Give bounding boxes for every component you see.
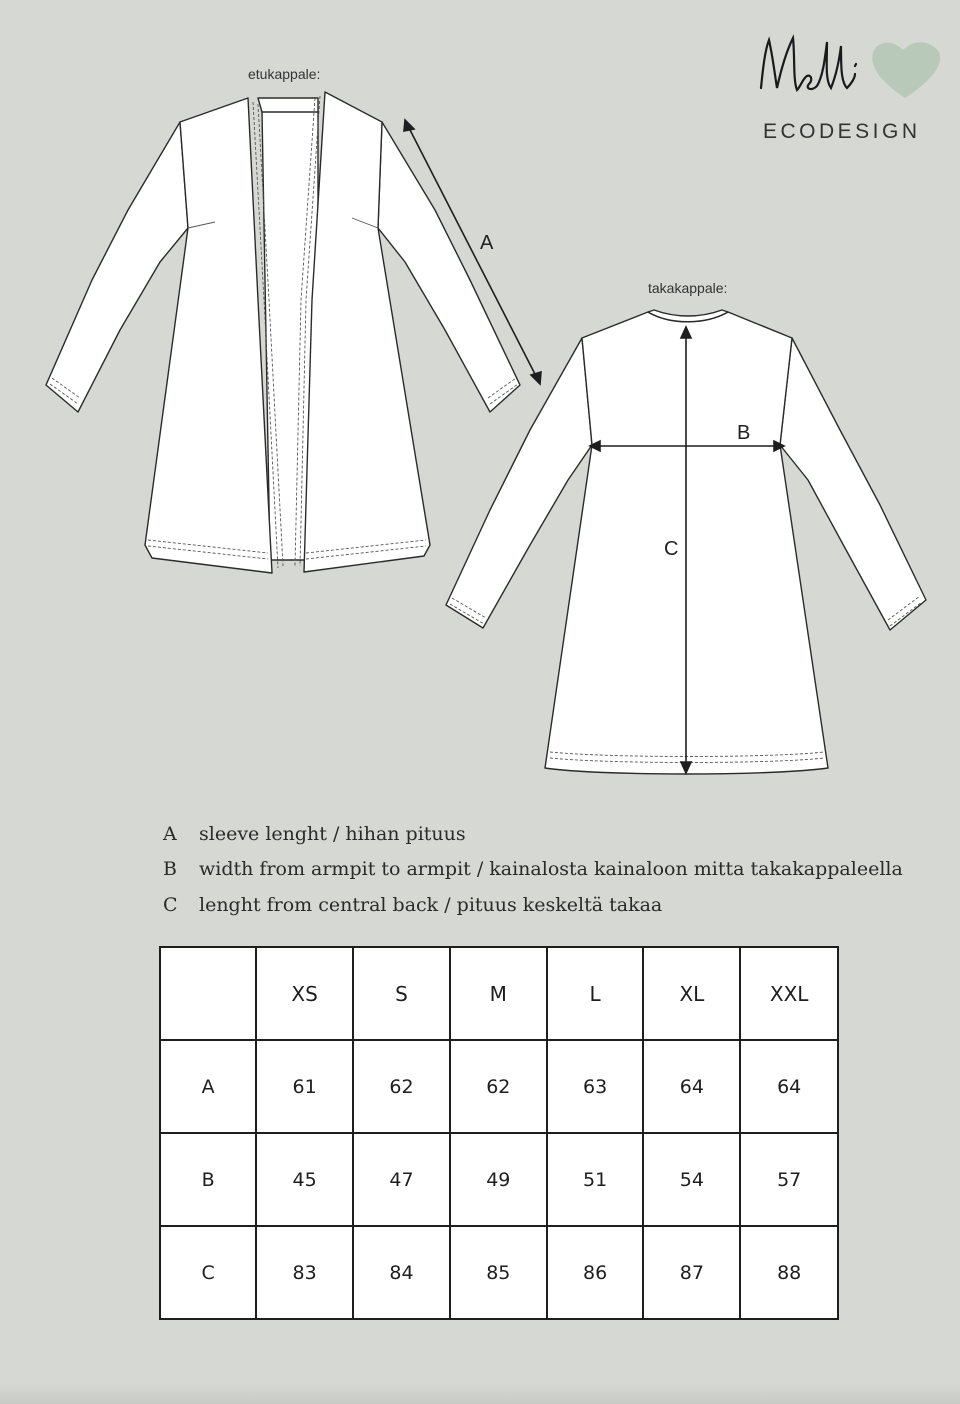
value-cell: 85 bbox=[450, 1226, 547, 1319]
row-label-cell: A bbox=[160, 1040, 256, 1133]
value-cell: 47 bbox=[353, 1133, 450, 1226]
value-cell: 84 bbox=[353, 1226, 450, 1319]
value-cell: 49 bbox=[450, 1133, 547, 1226]
table-row bbox=[160, 1040, 838, 1133]
value-cell: 45 bbox=[256, 1133, 353, 1226]
legend-text: width from armpit to armpit / kainalosta kainaloon mitta takakappaleella bbox=[199, 858, 903, 881]
back-view-label: takakappale: bbox=[648, 280, 728, 296]
value-cell: 87 bbox=[643, 1226, 740, 1319]
value-cell: 63 bbox=[547, 1040, 644, 1133]
legend-row-a bbox=[163, 816, 903, 852]
table-row bbox=[160, 1133, 838, 1226]
legend-text: lenght from central back / pituus keskeltä takaa bbox=[199, 893, 663, 916]
front-cardigan-drawing bbox=[46, 92, 520, 573]
legend-text: sleeve lenght / hihan pituus bbox=[199, 822, 466, 845]
legend-key: C bbox=[163, 893, 178, 916]
value-cell: 83 bbox=[256, 1226, 353, 1319]
ecodesign-wordmark: ECODESIGN bbox=[763, 120, 921, 143]
melli-script-logo bbox=[755, 28, 945, 118]
size-header-cell: S bbox=[353, 947, 450, 1040]
front-view-label: etukappale: bbox=[248, 66, 321, 82]
dimension-c-label: C bbox=[664, 538, 679, 560]
size-header-cell: L bbox=[547, 947, 644, 1040]
dimension-a-label: A bbox=[480, 232, 494, 254]
size-table bbox=[159, 946, 839, 1320]
legend-row-c bbox=[163, 887, 903, 923]
table-row bbox=[160, 1226, 838, 1319]
value-cell: 51 bbox=[547, 1133, 644, 1226]
legend-key: A bbox=[163, 822, 177, 845]
legend-key: B bbox=[163, 858, 177, 881]
value-cell: 64 bbox=[643, 1040, 740, 1133]
value-cell: 57 bbox=[740, 1133, 838, 1226]
size-header-cell: XS bbox=[256, 947, 353, 1040]
value-cell: 64 bbox=[740, 1040, 838, 1133]
row-label-cell: C bbox=[160, 1226, 256, 1319]
value-cell: 62 bbox=[450, 1040, 547, 1133]
value-cell: 54 bbox=[643, 1133, 740, 1226]
brand-logo bbox=[755, 28, 945, 148]
row-label-cell: B bbox=[160, 1133, 256, 1226]
measurement-legend bbox=[163, 816, 903, 923]
size-header-cell: XXL bbox=[740, 947, 838, 1040]
value-cell: 86 bbox=[547, 1226, 644, 1319]
value-cell: 88 bbox=[740, 1226, 838, 1319]
legend-row-b bbox=[163, 852, 903, 888]
size-header-cell: M bbox=[450, 947, 547, 1040]
size-header-row bbox=[160, 947, 838, 1040]
heart-icon bbox=[872, 42, 940, 98]
value-cell: 61 bbox=[256, 1040, 353, 1133]
dimension-b-label: B bbox=[737, 422, 751, 444]
bottom-edge-shadow bbox=[0, 1384, 960, 1404]
table-corner-cell bbox=[160, 947, 256, 1040]
size-header-cell: XL bbox=[643, 947, 740, 1040]
value-cell: 62 bbox=[353, 1040, 450, 1133]
